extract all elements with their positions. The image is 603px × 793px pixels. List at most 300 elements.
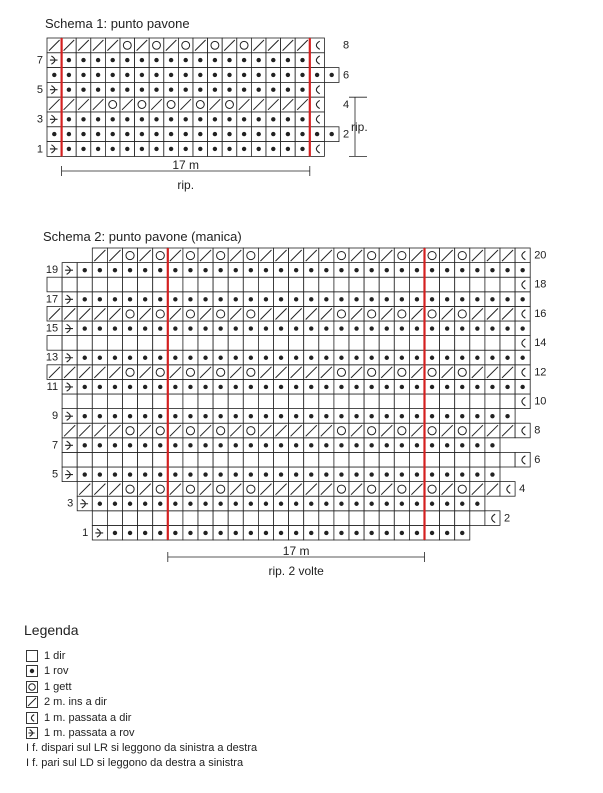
purl-symbol: [430, 502, 434, 506]
purl-symbol: [475, 297, 479, 301]
purl-symbol: [286, 147, 290, 151]
purl-symbol: [490, 297, 494, 301]
purl-symbol: [309, 385, 313, 389]
chart2-cell: [138, 277, 153, 292]
chart2-cell: [485, 511, 500, 526]
purl-symbol: [286, 117, 290, 121]
purl-symbol: [460, 472, 464, 476]
purl-symbol: [430, 414, 434, 418]
chart2-cell: [289, 336, 304, 351]
chart2-cell: [168, 452, 183, 467]
purl-symbol: [169, 58, 173, 62]
chart2-cell: [77, 336, 92, 351]
chart2-cell: [334, 248, 349, 263]
chart2-cell: [364, 277, 379, 292]
purl-symbol: [354, 472, 358, 476]
purl-symbol: [300, 73, 304, 77]
purl-symbol: [67, 58, 71, 62]
purl-symbol: [354, 268, 358, 272]
chart1-cell: [222, 97, 237, 112]
chart1-cell: [237, 38, 252, 53]
purl-symbol: [203, 326, 207, 330]
chart1-title: Schema 1: punto pavone: [45, 16, 190, 31]
purl-symbol: [169, 88, 173, 92]
legend-item-knit: [26, 648, 65, 663]
purl-symbol: [309, 297, 313, 301]
purl-symbol: [213, 132, 217, 136]
purl-symbol: [279, 443, 283, 447]
purl-symbol: [505, 385, 509, 389]
purl-symbol: [324, 385, 328, 389]
chart2-cell: [425, 423, 440, 438]
purl-symbol: [81, 88, 85, 92]
purl-symbol: [249, 414, 253, 418]
purl-symbol: [213, 88, 217, 92]
chart1-cell: [310, 53, 325, 68]
purl-symbol: [30, 669, 34, 673]
purl-symbol: [460, 443, 464, 447]
purl-symbol: [67, 73, 71, 77]
purl-symbol: [81, 132, 85, 136]
purl-symbol: [445, 385, 449, 389]
purl-symbol: [415, 297, 419, 301]
chart1-row-label-even: 6: [343, 69, 350, 82]
chart2-cell: [243, 306, 258, 321]
chart2-cell: [319, 511, 334, 526]
purl-symbol: [203, 268, 207, 272]
chart2-cell: [470, 511, 485, 526]
chart1-cell: [178, 38, 193, 53]
chart2-cell: [364, 394, 379, 409]
chart2-cell: [92, 336, 107, 351]
purl-symbol: [213, 117, 217, 121]
purl-symbol: [264, 472, 268, 476]
chart2-cell: [515, 336, 530, 351]
purl-symbol: [490, 268, 494, 272]
chart1-row-label-even: 4: [343, 98, 350, 111]
purl-symbol: [143, 414, 147, 418]
chart2-cell: [168, 511, 183, 526]
chart2-cell: [183, 511, 198, 526]
chart2-cell: [183, 365, 198, 380]
purl-symbol: [169, 117, 173, 121]
purl-symbol: [158, 472, 162, 476]
chart2-cell: [394, 452, 409, 467]
chart2-cell: [92, 394, 107, 409]
chart2-cell: [123, 511, 138, 526]
chart1-row-label-even: 8: [343, 39, 350, 52]
purl-symbol: [400, 472, 404, 476]
purl-symbol: [113, 268, 117, 272]
chart2-row-label-even: 18: [534, 278, 547, 291]
chart2-cell: [138, 336, 153, 351]
chart2-cell: [500, 394, 515, 409]
legend-item-slip-purl: [26, 726, 135, 741]
chart2-cell: [62, 277, 77, 292]
purl-symbol: [81, 58, 85, 62]
purl-symbol: [249, 356, 253, 360]
purl-symbol: [188, 414, 192, 418]
purl-symbol: [113, 297, 117, 301]
purl-symbol: [475, 443, 479, 447]
chart2-cell: [394, 365, 409, 380]
purl-symbol: [143, 443, 147, 447]
chart2-cell: [123, 306, 138, 321]
purl-symbol: [203, 472, 207, 476]
purl-symbol: [279, 385, 283, 389]
purl-symbol: [173, 356, 177, 360]
purl-symbol: [339, 414, 343, 418]
legend-item-purl: [26, 664, 68, 679]
chart1-row-label-odd: 5: [36, 84, 43, 97]
chart2-cell: [243, 248, 258, 263]
chart2-cell: [409, 277, 424, 292]
purl-symbol: [475, 385, 479, 389]
purl-symbol: [415, 385, 419, 389]
chart2-cell: [92, 277, 107, 292]
chart2-cell: [425, 482, 440, 497]
chart2-row-label-even: 20: [534, 249, 547, 262]
chart1-cell: [310, 82, 325, 97]
chart2-cell: [153, 511, 168, 526]
chart2-cell: [334, 365, 349, 380]
chart2-cell: [349, 336, 364, 351]
purl-symbol: [264, 443, 268, 447]
chart2-cell: [515, 365, 530, 380]
chart2-cell: [153, 394, 168, 409]
chart2-cell: [183, 336, 198, 351]
chart2-cell: [515, 423, 530, 438]
purl-symbol: [234, 326, 238, 330]
purl-symbol: [227, 58, 231, 62]
purl-symbol: [369, 385, 373, 389]
purl-symbol: [83, 443, 87, 447]
purl-symbol: [279, 356, 283, 360]
purl-symbol: [460, 356, 464, 360]
purl-symbol: [234, 385, 238, 389]
purl-symbol: [271, 58, 275, 62]
purl-symbol: [203, 356, 207, 360]
purl-symbol: [218, 472, 222, 476]
chart2-cell: [62, 336, 77, 351]
chart2-cell: [425, 511, 440, 526]
purl-symbol: [520, 268, 524, 272]
purl-symbol: [324, 443, 328, 447]
purl-symbol: [203, 385, 207, 389]
purl-symbol: [52, 73, 56, 77]
purl-symbol: [415, 531, 419, 535]
purl-symbol: [188, 326, 192, 330]
purl-symbol: [67, 147, 71, 151]
purl-symbol: [264, 268, 268, 272]
purl-symbol: [125, 117, 129, 121]
purl-symbol: [169, 147, 173, 151]
chart1-cell: [310, 112, 325, 127]
purl-symbol: [369, 356, 373, 360]
purl-symbol: [158, 414, 162, 418]
purl-symbol: [445, 356, 449, 360]
chart2-cell: [394, 306, 409, 321]
chart2-cell: [138, 394, 153, 409]
legend-item-slip-knit: [26, 710, 131, 725]
purl-symbol: [98, 443, 102, 447]
chart2-cell: [515, 277, 530, 292]
chart2-cell: [485, 277, 500, 292]
purl-symbol: [227, 147, 231, 151]
purl-symbol: [234, 414, 238, 418]
purl-symbol: [81, 73, 85, 77]
purl-symbol: [400, 502, 404, 506]
purl-symbol: [128, 326, 132, 330]
purl-symbol: [154, 132, 158, 136]
chart2-cell: [470, 394, 485, 409]
purl-symbol: [257, 88, 261, 92]
purl-symbol: [188, 385, 192, 389]
purl-symbol: [354, 356, 358, 360]
chart1-row-label-even: 2: [343, 128, 350, 141]
purl-symbol: [213, 73, 217, 77]
chart2-cell: [455, 511, 470, 526]
chart2-cell: [500, 482, 515, 497]
purl-symbol: [354, 297, 358, 301]
purl-symbol: [324, 414, 328, 418]
chart2-cell: [455, 423, 470, 438]
chart2-cell: [470, 277, 485, 292]
purl-symbol: [385, 268, 389, 272]
chart2-cell: [425, 365, 440, 380]
purl-symbol: [173, 297, 177, 301]
purl-symbol: [173, 443, 177, 447]
chart2-cell: [243, 452, 258, 467]
purl-symbol: [286, 73, 290, 77]
chart2-cell: [153, 423, 168, 438]
chart2-row-label-odd: 5: [51, 468, 59, 481]
purl-symbol: [279, 297, 283, 301]
chart2-cell: [107, 277, 122, 292]
chart2-cell: [213, 336, 228, 351]
chart2-cell: [123, 336, 138, 351]
purl-symbol: [125, 58, 129, 62]
purl-symbol: [113, 385, 117, 389]
purl-symbol: [249, 326, 253, 330]
purl-symbol: [309, 531, 313, 535]
chart2-cell: [258, 336, 273, 351]
chart1-rep-label: rip.: [177, 178, 195, 192]
purl-symbol: [188, 356, 192, 360]
purl-symbol: [339, 326, 343, 330]
purl-symbol: [294, 531, 298, 535]
knit-icon: [26, 650, 38, 662]
chart2-cell: [455, 452, 470, 467]
legend-note-even: I f. pari sul LD si leggono da destra a sinistra: [26, 757, 244, 769]
chart1-cell: [164, 97, 179, 112]
purl-symbol: [98, 268, 102, 272]
purl-symbol: [173, 502, 177, 506]
chart2-cell: [440, 277, 455, 292]
purl-symbol: [158, 268, 162, 272]
chart2-cell: [425, 248, 440, 263]
purl-symbol: [354, 443, 358, 447]
chart2-cell: [425, 277, 440, 292]
purl-symbol: [52, 132, 56, 136]
purl-symbol: [113, 356, 117, 360]
purl-symbol: [286, 132, 290, 136]
slip-purl-icon: [26, 727, 38, 739]
chart2-cell: [123, 482, 138, 497]
purl-symbol: [339, 385, 343, 389]
purl-symbol: [520, 297, 524, 301]
yo-icon: [26, 681, 38, 693]
chart2-cell: [425, 452, 440, 467]
chart2-cell: [334, 511, 349, 526]
purl-symbol: [294, 472, 298, 476]
chart2-cell: [274, 511, 289, 526]
purl-symbol: [111, 73, 115, 77]
purl-symbol: [505, 326, 509, 330]
purl-symbol: [81, 147, 85, 151]
chart2-cell: [77, 394, 92, 409]
purl-symbol: [154, 58, 158, 62]
purl-symbol: [83, 326, 87, 330]
chart2-cell: [123, 365, 138, 380]
purl-symbol: [128, 472, 132, 476]
chart2-row-label-odd: 17: [45, 293, 59, 306]
purl-symbol: [279, 502, 283, 506]
purl-symbol: [158, 385, 162, 389]
purl-symbol: [257, 58, 261, 62]
purl-symbol: [128, 385, 132, 389]
chart2-cell: [243, 277, 258, 292]
purl-symbol: [128, 414, 132, 418]
purl-symbol: [460, 297, 464, 301]
chart2-cell: [485, 336, 500, 351]
purl-symbol: [249, 443, 253, 447]
chart2-cell: [258, 277, 273, 292]
chart2-grid: [0, 230, 603, 590]
chart2-cell: [243, 423, 258, 438]
chart2-row-label-even: 12: [534, 366, 547, 379]
chart1-cell: [193, 97, 208, 112]
chart2-cell: [440, 511, 455, 526]
purl-symbol: [173, 472, 177, 476]
chart2-cell: [455, 336, 470, 351]
purl-symbol: [264, 414, 268, 418]
purl-symbol: [430, 326, 434, 330]
purl-symbol: [257, 117, 261, 121]
purl-symbol: [445, 414, 449, 418]
purl-symbol: [354, 531, 358, 535]
purl-symbol: [128, 268, 132, 272]
chart2-cell: [168, 336, 183, 351]
chart2-cell: [198, 336, 213, 351]
chart2-cell: [213, 306, 228, 321]
legend-item-label: 2 m. ins a dir: [44, 696, 107, 708]
purl-symbol: [143, 326, 147, 330]
purl-symbol: [111, 132, 115, 136]
chart2-cell: [258, 394, 273, 409]
chart2-cell: [183, 452, 198, 467]
chart2-cell: [243, 336, 258, 351]
chart2-cell: [289, 394, 304, 409]
purl-symbol: [98, 385, 102, 389]
chart2-row-label-odd: 13: [45, 351, 59, 364]
purl-symbol: [113, 414, 117, 418]
chart2-cell: [289, 452, 304, 467]
purl-symbol: [264, 502, 268, 506]
purl-symbol: [184, 73, 188, 77]
chart2-cell: [455, 482, 470, 497]
purl-symbol: [143, 297, 147, 301]
purl-symbol: [249, 472, 253, 476]
chart2-cell: [213, 365, 228, 380]
purl-symbol: [184, 132, 188, 136]
purl-symbol: [111, 147, 115, 151]
purl-symbol: [234, 443, 238, 447]
chart2-cell: [379, 277, 394, 292]
chart2-cell: [92, 511, 107, 526]
purl-symbol: [67, 88, 71, 92]
purl-symbol: [400, 531, 404, 535]
purl-symbol: [83, 385, 87, 389]
chart2-cell: [62, 394, 77, 409]
purl-symbol: [234, 297, 238, 301]
purl-symbol: [271, 117, 275, 121]
chart2-cell: [425, 394, 440, 409]
chart2-cell: [394, 336, 409, 351]
purl-symbol: [460, 268, 464, 272]
purl-symbol: [242, 88, 246, 92]
chart2-cell: [198, 394, 213, 409]
chart1-row-label-odd: 1: [36, 143, 43, 156]
purl-symbol: [173, 268, 177, 272]
purl-symbol: [264, 385, 268, 389]
chart2-cell: [138, 511, 153, 526]
purl-symbol: [257, 73, 261, 77]
chart2-cell: [123, 277, 138, 292]
chart2-cell: [364, 482, 379, 497]
purl-symbol: [113, 326, 117, 330]
purl-symbol: [218, 443, 222, 447]
chart1-cell: [208, 38, 223, 53]
purl-symbol: [400, 356, 404, 360]
chart2-cell: [349, 394, 364, 409]
chart2-row-label-odd: 1: [82, 526, 89, 539]
purl-symbol: [369, 326, 373, 330]
purl-symbol: [294, 356, 298, 360]
chart2-cell: [349, 277, 364, 292]
purl-symbol: [188, 268, 192, 272]
chart2-cell: [213, 423, 228, 438]
chart2-cell: [153, 248, 168, 263]
purl-symbol: [96, 147, 100, 151]
purl-symbol: [128, 297, 132, 301]
chart1-cell: [149, 38, 164, 53]
chart2-cell: [364, 306, 379, 321]
chart2-cell: [289, 511, 304, 526]
purl-symbol: [286, 58, 290, 62]
purl-symbol: [125, 132, 129, 136]
chart2-cell: [213, 394, 228, 409]
purl-symbol: [369, 443, 373, 447]
purl-symbol: [294, 268, 298, 272]
purl-symbol: [158, 297, 162, 301]
purl-symbol: [445, 326, 449, 330]
purl-symbol: [309, 443, 313, 447]
purl-symbol: [430, 443, 434, 447]
purl-symbol: [430, 472, 434, 476]
purl-symbol: [400, 326, 404, 330]
purl-symbol: [324, 297, 328, 301]
